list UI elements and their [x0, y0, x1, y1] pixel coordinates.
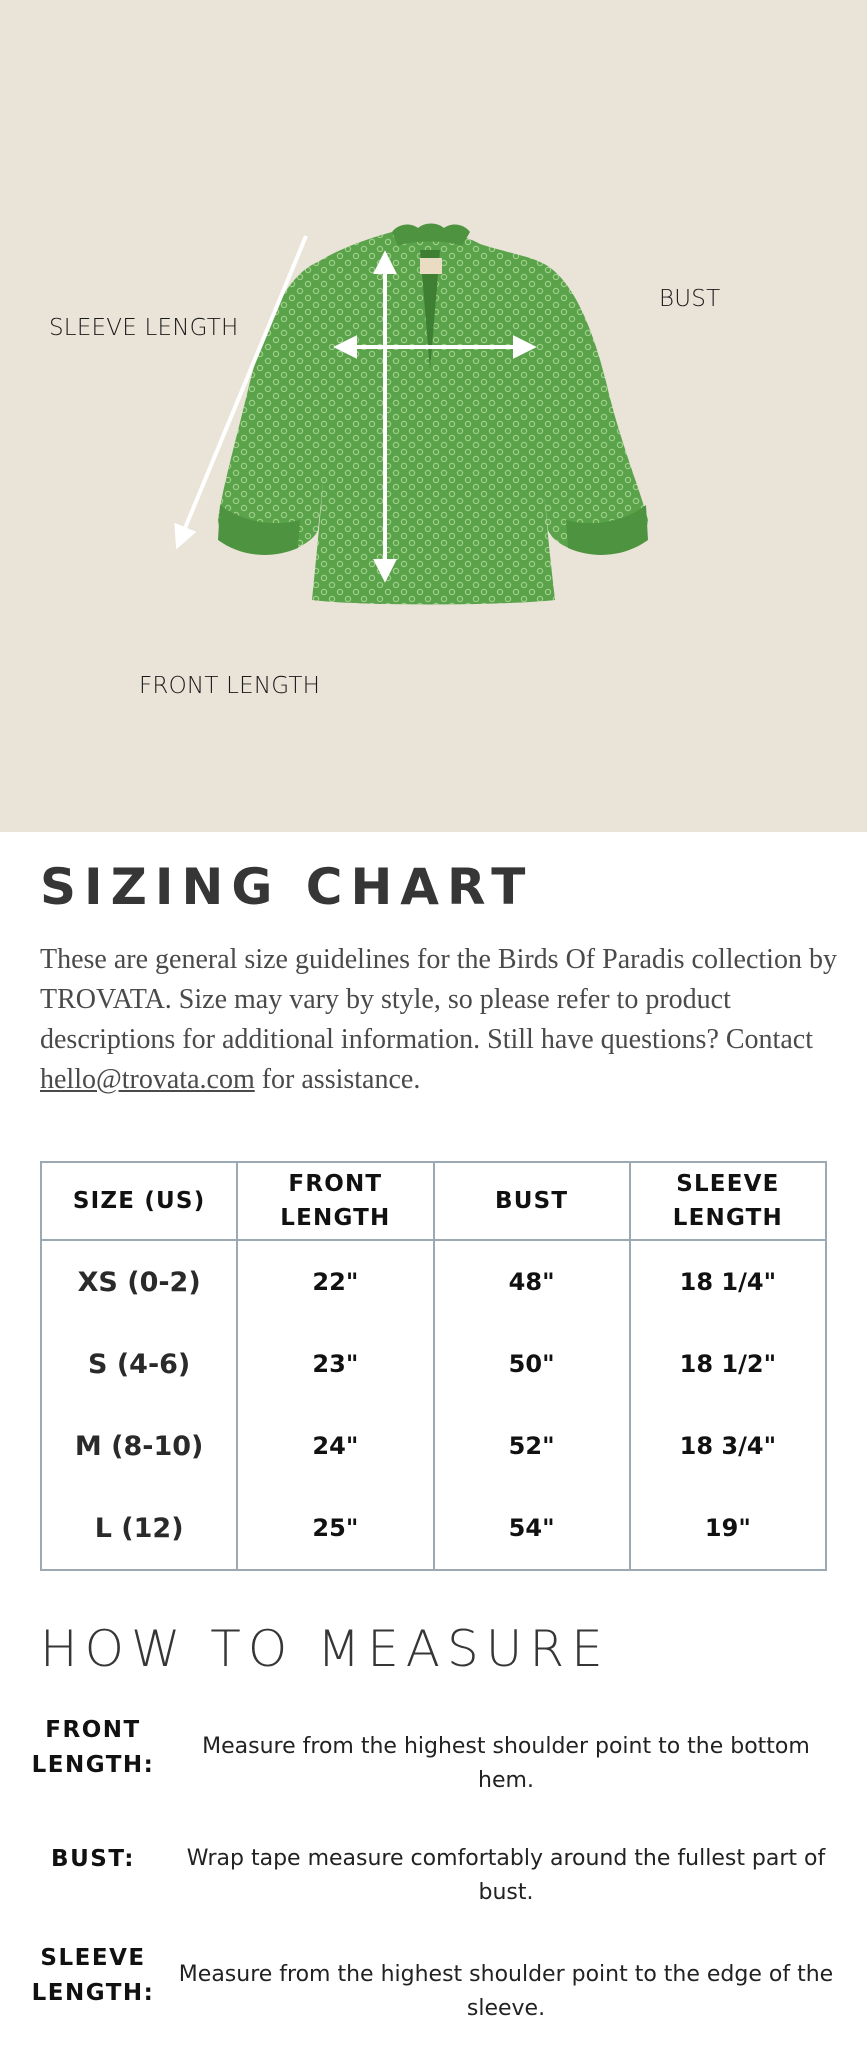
measure-desc: Measure from the highest shoulder point to the edge of the sleeve.	[178, 1962, 834, 2021]
intro-text: These are general size guidelines for the Birds Of Paradis collection by TROVATA. Size may vary by style, so please refer to product descriptions for additional information. Still have questions? Contact	[40, 944, 837, 1055]
measure-term: BUST:	[51, 1846, 135, 1872]
intro-suffix: for assistance.	[254, 1064, 421, 1095]
blouse-illustration	[0, 0, 867, 832]
header-bust: BUST	[434, 1162, 630, 1240]
cell-front-length: 23"	[237, 1323, 433, 1405]
cell-size: L (12)	[41, 1487, 237, 1570]
intro-paragraph	[40, 940, 840, 1100]
how-to-measure-title: HOW TO MEASURE	[40, 1620, 610, 1678]
measure-desc: Measure from the highest shoulder point to the bottom hem.	[202, 1734, 810, 1793]
label-sleeve-length: SLEEVE LENGTH	[49, 315, 239, 341]
contact-email-link[interactable]: hello@trovata.com	[40, 1064, 255, 1095]
sizing-chart-title: SIZING CHART	[40, 858, 534, 916]
hero-image	[0, 0, 867, 832]
header-front-length: FRONT LENGTH	[237, 1162, 433, 1240]
label-bust: BUST	[659, 286, 721, 312]
measure-term: SLEEVE LENGTH:	[31, 1945, 155, 2006]
cell-bust: 50"	[434, 1323, 630, 1405]
table-row	[41, 1487, 826, 1570]
cell-bust: 48"	[434, 1240, 630, 1323]
cell-sleeve-length: 19"	[630, 1487, 826, 1570]
cell-front-length: 25"	[237, 1487, 433, 1570]
table-row	[41, 1323, 826, 1405]
label-front-length: FRONT LENGTH	[139, 673, 321, 699]
cell-sleeve-length: 18 1/4"	[630, 1240, 826, 1323]
header-size: SIZE (US)	[41, 1162, 237, 1240]
table-header-row	[41, 1162, 826, 1240]
cell-sleeve-length: 18 1/2"	[630, 1323, 826, 1405]
cell-size: XS (0-2)	[41, 1240, 237, 1323]
cell-sleeve-length: 18 3/4"	[630, 1405, 826, 1487]
header-sleeve-length: SLEEVE LENGTH	[630, 1162, 826, 1240]
cell-bust: 52"	[434, 1405, 630, 1487]
table-row	[41, 1240, 826, 1323]
cell-size: S (4-6)	[41, 1323, 237, 1405]
cell-bust: 54"	[434, 1487, 630, 1570]
measure-term: FRONT LENGTH:	[31, 1717, 155, 1778]
measure-desc: Wrap tape measure comfortably around the fullest part of bust.	[186, 1846, 826, 1905]
cell-front-length: 22"	[237, 1240, 433, 1323]
size-table	[40, 1161, 827, 1571]
table-row	[41, 1405, 826, 1487]
cell-size: M (8-10)	[41, 1405, 237, 1487]
cell-front-length: 24"	[237, 1405, 433, 1487]
